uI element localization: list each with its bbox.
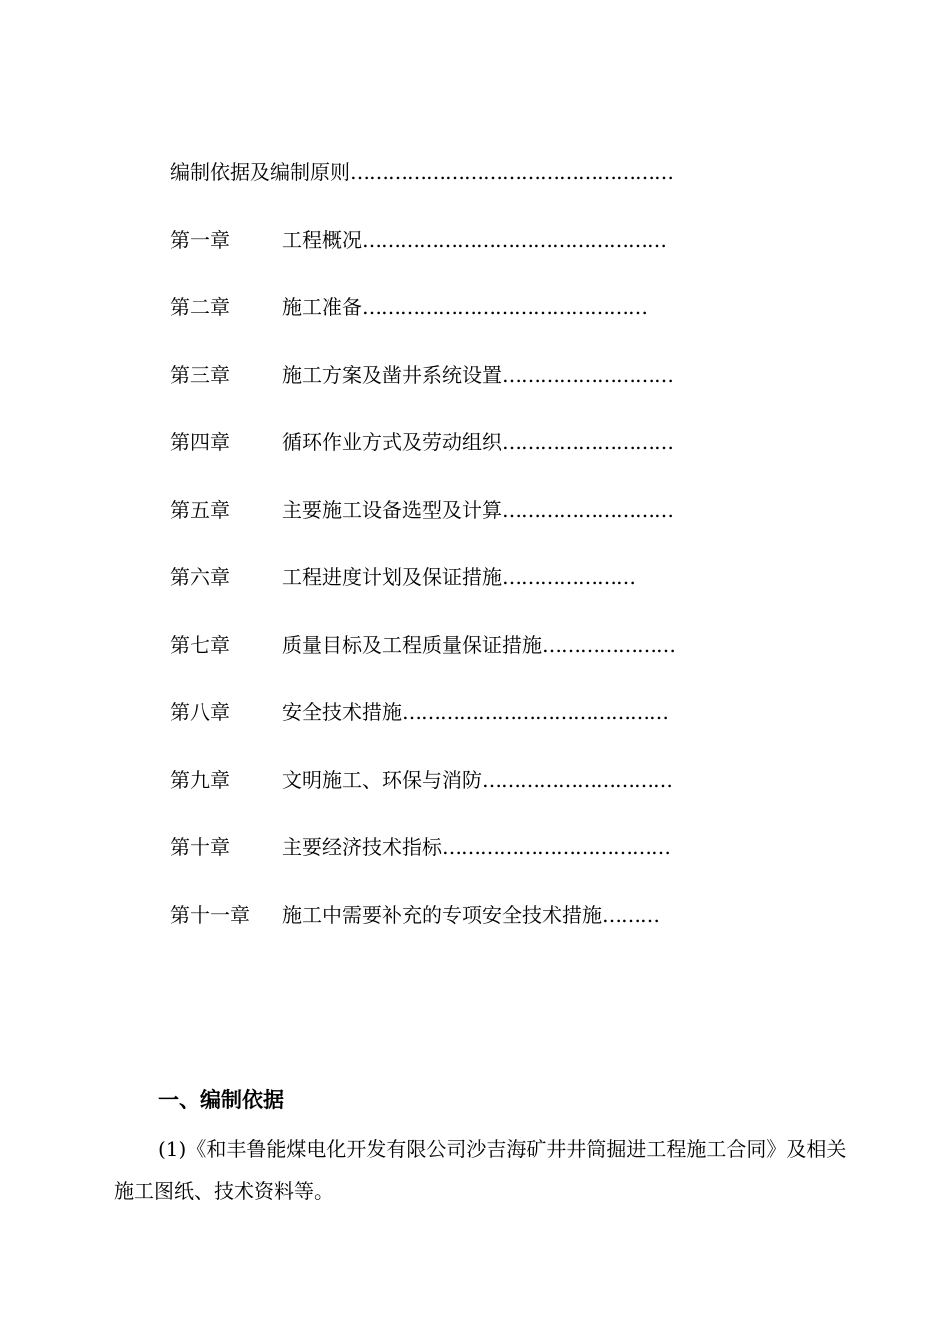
toc-entry-chapter: 第六章: [170, 565, 230, 589]
toc-entry-chapter: 第七章: [170, 632, 230, 657]
toc-entry-title: 循环作业方式及劳动组织: [282, 430, 502, 454]
toc-entry-title: 质量目标及工程质量保证措施: [282, 632, 542, 657]
toc-entry-title: 编制依据及编制原则: [170, 160, 350, 184]
toc-entry-leader: …………………: [542, 632, 675, 657]
toc-entry-title: 工程概况: [282, 227, 362, 252]
toc-entry-chapter: 第十章: [170, 835, 230, 859]
toc-entry-leader: ………: [602, 902, 659, 927]
toc-entry-chapter: 第五章: [170, 497, 230, 522]
toc-entry-title: 主要施工设备选型及计算: [282, 497, 502, 522]
toc-entry[interactable]: [170, 290, 810, 358]
toc-entry-leader: ………………………: [502, 497, 673, 522]
toc-entry-leader: ………………………………: [442, 835, 670, 859]
toc-entry-chapter: 第十一章: [170, 902, 250, 927]
toc-entry-title: 安全技术措施: [282, 700, 402, 724]
toc-entry-chapter: 第四章: [170, 430, 230, 454]
toc-entry-leader: …………………: [502, 565, 635, 589]
toc-entry-chapter: 第三章: [170, 362, 230, 387]
toc-entry[interactable]: [170, 223, 810, 291]
toc-entry-chapter: 第二章: [170, 295, 230, 319]
toc-entry-chapter: 第九章: [170, 767, 230, 792]
toc-entry-leader: ……………………………………………: [350, 160, 673, 184]
toc-entry-title: 施工中需要补充的专项安全技术措施: [282, 902, 602, 927]
toc-entry-chapter: 第八章: [170, 700, 230, 724]
toc-entry-leader: ………………………: [502, 430, 673, 454]
toc-entry[interactable]: [170, 763, 810, 831]
toc-entry[interactable]: [170, 560, 810, 628]
toc-entry[interactable]: [170, 155, 810, 223]
body-paragraph: (1)《和丰鲁能煤电化开发有限公司沙吉海矿井井筒掘进工程施工合同》及相关施工图纸、技术资料等。: [114, 1137, 847, 1203]
toc-entry[interactable]: [170, 358, 810, 426]
toc-entry-leader: ……………………………………: [402, 700, 668, 724]
toc-entry-title: 施工方案及凿井系统设置: [282, 362, 502, 387]
section-heading: 一、编制依据: [158, 1088, 284, 1112]
toc-entry[interactable]: [170, 695, 810, 763]
toc-entry-title: 主要经济技术指标: [282, 835, 442, 859]
toc-entry-chapter: 第一章: [170, 227, 230, 252]
toc-entry-leader: …………………………………………: [362, 227, 666, 252]
toc-entry[interactable]: [170, 898, 810, 966]
toc-entry[interactable]: [170, 425, 810, 493]
table-of-contents: [170, 155, 810, 965]
toc-entry[interactable]: [170, 830, 810, 898]
toc-entry[interactable]: [170, 493, 810, 561]
toc-entry-title: 文明施工、环保与消防: [282, 767, 482, 792]
toc-entry-leader: ………………………………………: [362, 295, 647, 319]
toc-entry-title: 施工准备: [282, 295, 362, 319]
toc-entry-leader: ………………………: [502, 362, 673, 387]
toc-entry[interactable]: [170, 628, 810, 696]
toc-entry-leader: …………………………: [482, 767, 672, 792]
toc-entry-title: 工程进度计划及保证措施: [282, 565, 502, 589]
